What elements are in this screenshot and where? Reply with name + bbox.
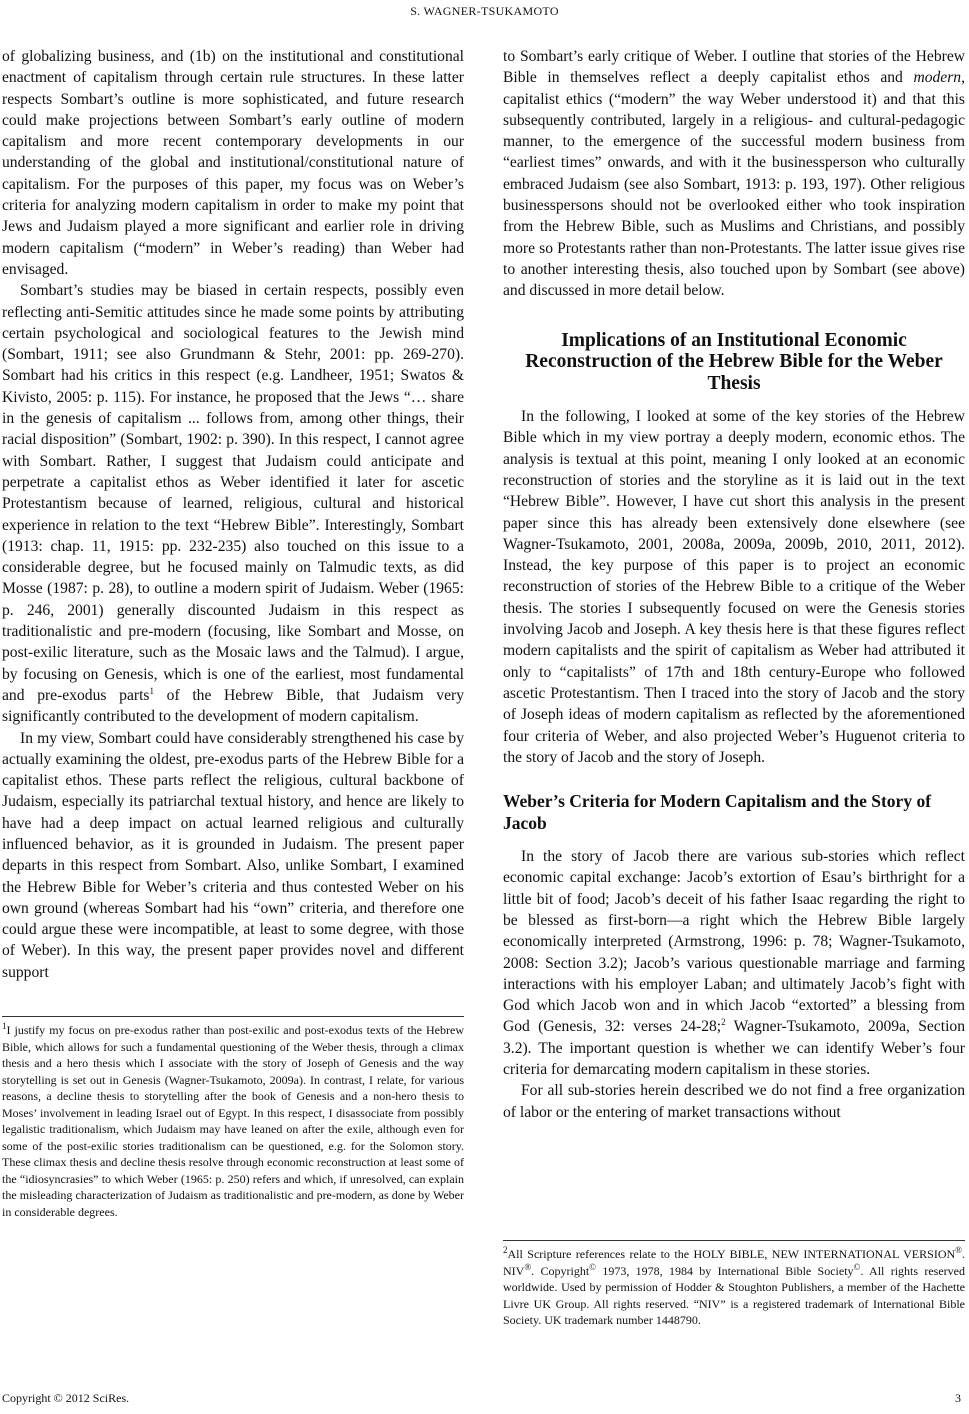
left-column — [2, 46, 464, 983]
paragraph: In the following, I looked at some of the key stories of the Hebrew Bible which in my view portray a deeply modern, economic ethos. The analysis is textual at this point, meaning I only looked at an economic reconstruction of stories and the storyline as it is laid out in the text “Hebrew Bible”. However, I have cut short this analysis in the present paper since this has already been extensively done elsewhere (see Wagner-Tsukamoto, 2001, 2008a, 2009a, 2009b, 2010, 2011, 2012). Instead, the key purpose of this paper is to project an economic reconstruction of stories of the Hebrew Bible to a critique of the Weber thesis. The stories I subsequently focused on were the Genesis stories involving Jacob and Joseph. A key thesis here is that these figures reflect modern capitalists and the spirit of capitalism as Weber had attributed it only to “capitalists” of 17th and 18th century-Europe who followed ascetic Protestantism. Then I traced into the story of Jacob and the story of Joseph ideas of modern capitalism as reflected by the aforementioned four criteria of Weber, and also projected Weber’s Huguenot criteria to the story of Jacob and the story of Joseph. — [503, 408, 965, 766]
paragraph: of globalizing business, and (1b) on the institutional and constitutional enactment of capitalism through certain rule structures. In these latter respects Sombart’s outline is more sophisticated, and future research could make projections between Sombart’s early outline of modern capitalism and more recent contemporary developments in our understanding of the global and institutional/constitutional nature of capitalism. For the purposes of this paper, my focus was on Weber’s criteria for analyzing modern capitalism in order to make my point that Jews and Judaism played a more significant and earlier role in driving modern capitalism (“modern” in Weber’s reading) than Weber had envisaged. — [2, 48, 464, 278]
paragraph — [2, 280, 464, 727]
footnote-marker: 1 — [2, 1021, 7, 1031]
footnote-text: I justify my focus on pre-exodus rather than post-exilic and post-exodus texts of the Hebrew Bible, which allows for such a fundamental questioning of the Weber thesis, through a climax thesis and a hero thesis which I associate with the story of Joseph of Genesis and the way storytelling is set out in Genesis (Wagner-Tsukamoto, 2009a). In contrast, I relate, for various reasons, a decline thesis to storytelling after the book of Genesis and a non-hero thesis to Moses’ involvement in leading Israel out of Egypt. In this respect, I disassociate from possibly legalistic traditionalism, which Judaism may have leaned on after the exile, although even for some of the post-exilic stories traditionalism can be questioned, e.g. for the Solomon story. These climax thesis and decline thesis resolve through economic reconstruction at least some of the “idiosyncrasies” to which Weber (1965: p. 250) refers and which, if unresolved, can explain the misleading characterization of Judaism as traditionalistic and pre-modern, as done by Weber in considerable degrees. — [2, 1023, 464, 1219]
copyright-footer: Copyright © 2012 SciRes. — [2, 1391, 130, 1405]
footnote-divider — [503, 1240, 965, 1241]
paragraph: For all sub-stories herein described we do not find a free organization of labor or the entering of market transactions without — [503, 1082, 965, 1121]
registered-mark: ® — [524, 1261, 532, 1272]
paragraph-text: , capitalist ethics (“modern” the way Weber understood it) and that this subsequently contributed, largely in a religious- and cultural-pedagogic manner, to the emergence of the successful modern business from “earliest times” onwards, and with it the businessperson who culturally embraced Judaism (see also Sombart, 1913: p. 193, 197). Other religious businesspersons should not be overlooked either who took inspiration from the Hebrew Bible, such as Muslims and Christians, and possibly more so Protestants rather than non-Protestants. The latter issue gives rise to another interesting thesis, also touched upon by Sombart (see above) and discussed in more detail below. — [503, 69, 965, 300]
footnote-ref[interactable]: 2 — [721, 1017, 726, 1028]
copyright-mark: © — [853, 1261, 861, 1272]
paragraph-text: to Sombart’s early critique of Weber. I outline that stories of the Hebrew Bible in themselves reflect a deeply capitalist ethos and — [503, 48, 965, 87]
footnote-area — [503, 1240, 965, 1329]
section-heading: Implications of an Institutional Economic Reconstruction of the Hebrew Bible for the Weber Thesis — [525, 329, 943, 394]
footnote-text: 1973, 1978, 1984 by International Bible Society — [596, 1263, 854, 1278]
paragraph — [503, 46, 965, 302]
footnote-marker: 2 — [503, 1245, 508, 1255]
footnote-text: . NIV — [503, 1247, 965, 1278]
footnote-ref[interactable]: 1 — [149, 685, 154, 696]
subsection-heading: Weber’s Criteria for Modern Capitalism and the Story of Jacob — [503, 791, 932, 834]
paragraph-text: Wagner-Tsukamoto, 2009a, Section 3.2). The important question is whether we can identify Weber’s four criteria for demarcating modern capitalism in these stories. — [503, 1018, 965, 1079]
paragraph-text: Sombart’s studies may be biased in certain respects, possibly even reflecting anti-Semitic attitudes since he made some points by attributing certain psychological and sociological features to the Jewish mind (Sombart, 1911; see also Grundmann & Stehr, 2001: pp. 269-270). Sombart had his critics in this respect (e.g. Landheer, 1951; Swatos & Kivisto, 2005: p. 115). For instance, he proposed that the Jews “… share in the genesis of capitalism ... follows from, among other things, their racial disposition” (Sombart, 1902: p. 390). In this respect, I cannot agree with Sombart. Rather, I suggest that Judaism could anticipate and perpetrate a capitalist ethos as Weber identified it later for ascetic Protestantism because of learned, religious, cultural and historical experience in relation to the text “Hebrew Bible”. Interestingly, Sombart (1913: chap. 11, 1915: pp. 232-235) also touched on this issue to a considerable degree, but he focused mainly on Talmudic texts, as did Mosse (1987: p. 28), to outline a modern spirit of Judaism. Weber (1965: p. 246, 2001) generally discounted Judaism in this respect as traditionalistic and pre-modern (focusing, like Sombart and Mosse, on post-exilic literature, such as the Mosaic laws and the Talmud). I argue, by focusing on Genesis, which is one of the earliest, most fundamental and pre-exodus parts — [2, 282, 464, 704]
footnote-text: All Scripture references relate to the HOLY BIBLE, NEW INTERNATIONAL VERSION — [507, 1247, 956, 1261]
page-number: 3 — [955, 1391, 961, 1405]
paragraph — [503, 846, 965, 1080]
footnote-divider — [2, 1016, 464, 1017]
paragraph-text: of the Hebrew Bible, that Judaism very significantly contributed to the development of modern capitalism. — [2, 686, 464, 726]
paragraph: In my view, Sombart could have considerably strengthened his case by actually examining the oldest, pre-exodus parts of the Hebrew Bible for a capitalist ethos. These parts reflect the religious, cultural backbone of Judaism, especially its patriarchal textual history, and hence are likely to have had a deep impact on actual learned religious and culturally influenced behavior, as it is grounded in Judaism. The present paper departs in this respect from Sombart. Also, unlike Sombart, I examined the Hebrew Bible for Weber’s criteria and thus contested Weber on his own ground (whereas Sombart had his “own” criteria, and therefore one could argue these were incompatible, at least to some degree, with those of Weber). In this way, the present paper provides novel and different support — [2, 729, 464, 981]
footnote-area — [2, 1016, 464, 1220]
footnote — [503, 1246, 965, 1329]
copyright-mark: © — [589, 1261, 597, 1272]
running-header: S. WAGNER-TSUKAMOTO — [410, 4, 559, 18]
registered-mark: ® — [955, 1245, 962, 1255]
footnote — [2, 1022, 464, 1220]
paragraph-text: In the story of Jacob there are various sub-stories which reflect economic capital exchange: Jacob’s extortion of Esau’s birthright for a little bit of food; Jacob’s deceit of his father Isaac regarding the right to be blessed as first-born—a right which the Hebrew Bible largely economically interpreted (Armstrong, 1996: p. 78; Wagner-Tsukamoto, 2008: Section 3.2); Jacob’s various questionable marriage and farming interactions with his employer Laban; and ultimately Jacob’s fight with God which Jacob won and in which Jacob “extorted” a blessing from God (Genesis, 32: verses 24-28; — [503, 848, 965, 1036]
right-column — [503, 46, 965, 1123]
footnote-text: . All rights reserved worldwide. Used by permission of Hodder & Stoughton Publishers, a member of the Hachette Livre UK Group. All rights reserved. “NIV” is a registered trademark of International Bible Society. UK trademark number 1448790. — [503, 1263, 965, 1327]
emphasis: modern — [913, 69, 962, 87]
footnote-text: . Copyright — [531, 1263, 590, 1278]
